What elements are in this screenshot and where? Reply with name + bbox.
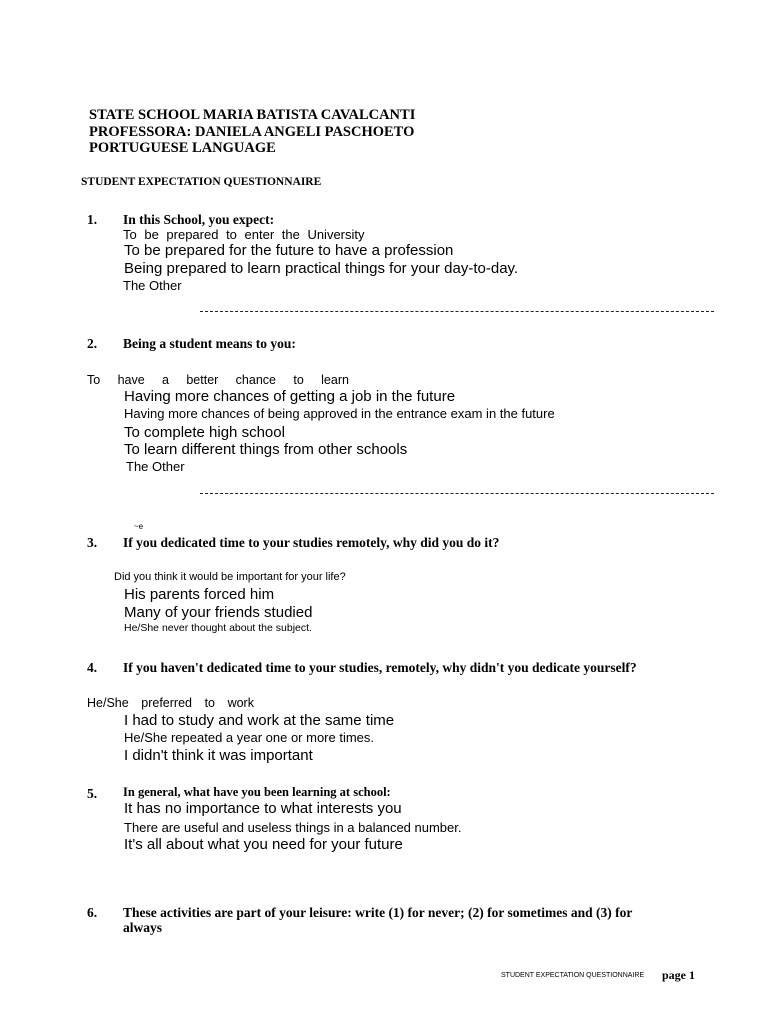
q6-text-line-1: These activities are part of your leisure: write (1) for never; (2) for sometimes and (3) for — [123, 905, 633, 920]
q2-number: 2. — [87, 336, 98, 351]
q1-option-3: Being prepared to learn practical things for your day-to-day. — [124, 260, 519, 277]
q5-option-3: It's all about what you need for your future — [124, 836, 403, 853]
q3-text: If you dedicated time to your studies remotely, why did you do it? — [123, 535, 500, 550]
teacher-name: PROFESSORA: DANIELA ANGELI PASCHOETO — [89, 124, 415, 140]
q4-text: If you haven't dedicated time to your studies, remotely, why didn't you dedicate yourself? — [123, 660, 637, 675]
q6-number: 6. — [87, 905, 98, 920]
q1-option-1: To be prepared to enter the University — [123, 227, 365, 242]
q2-text: Being a student means to you: — [123, 336, 296, 351]
q1-number: 1. — [87, 212, 98, 227]
q4-option-3: He/She repeated a year one or more times. — [124, 730, 375, 745]
q5-text: In general, what have you been learning at school: — [123, 785, 391, 799]
q5-number: 5. — [87, 786, 98, 801]
q4-number: 4. — [87, 660, 98, 675]
q4-option-1: He/She preferred to work — [87, 696, 254, 710]
school-name: STATE SCHOOL MARIA BATISTA CAVALCANTI — [89, 107, 416, 123]
q3-option-3: Many of your friends studied — [124, 604, 313, 621]
footer-page-number: page 1 — [662, 968, 695, 982]
q2-option-3: Having more chances of being approved in the entrance exam in the future — [124, 406, 555, 421]
q2-answer-line — [200, 493, 714, 494]
stray-mark: ~e — [134, 522, 144, 531]
q1-answer-line — [200, 311, 714, 312]
q2-option-5: To learn different things from other schools — [124, 441, 408, 458]
document-title: STUDENT EXPECTATION QUESTIONNAIRE — [81, 176, 322, 188]
q2-option-1: To have a better chance to learn — [87, 373, 349, 387]
q1-option-4: The Other — [123, 278, 182, 293]
q3-option-1: Did you think it would be important for your life? — [114, 571, 346, 583]
q5-option-1: It has no importance to what interests you — [124, 800, 402, 817]
q5-option-2: There are useful and useless things in a balanced number. — [124, 820, 462, 835]
q2-option-2: Having more chances of getting a job in the future — [124, 388, 456, 405]
q3-option-2: His parents forced him — [124, 586, 275, 603]
q1-text: In this School, you expect: — [123, 212, 275, 227]
q2-option-4: To complete high school — [124, 424, 285, 441]
q4-option-2: I had to study and work at the same time — [124, 712, 395, 729]
footer-label: STUDENT EXPECTATION QUESTIONNAIRE — [501, 972, 645, 979]
q2-option-6: The Other — [126, 459, 185, 474]
q3-number: 3. — [87, 535, 98, 550]
q6-text-line-2: always — [123, 920, 163, 935]
q3-option-4: He/She never thought about the subject. — [124, 622, 312, 634]
q1-option-2: To be prepared for the future to have a profession — [124, 242, 454, 259]
subject-name: PORTUGUESE LANGUAGE — [89, 140, 276, 156]
q4-option-4: I didn't think it was important — [124, 747, 313, 764]
